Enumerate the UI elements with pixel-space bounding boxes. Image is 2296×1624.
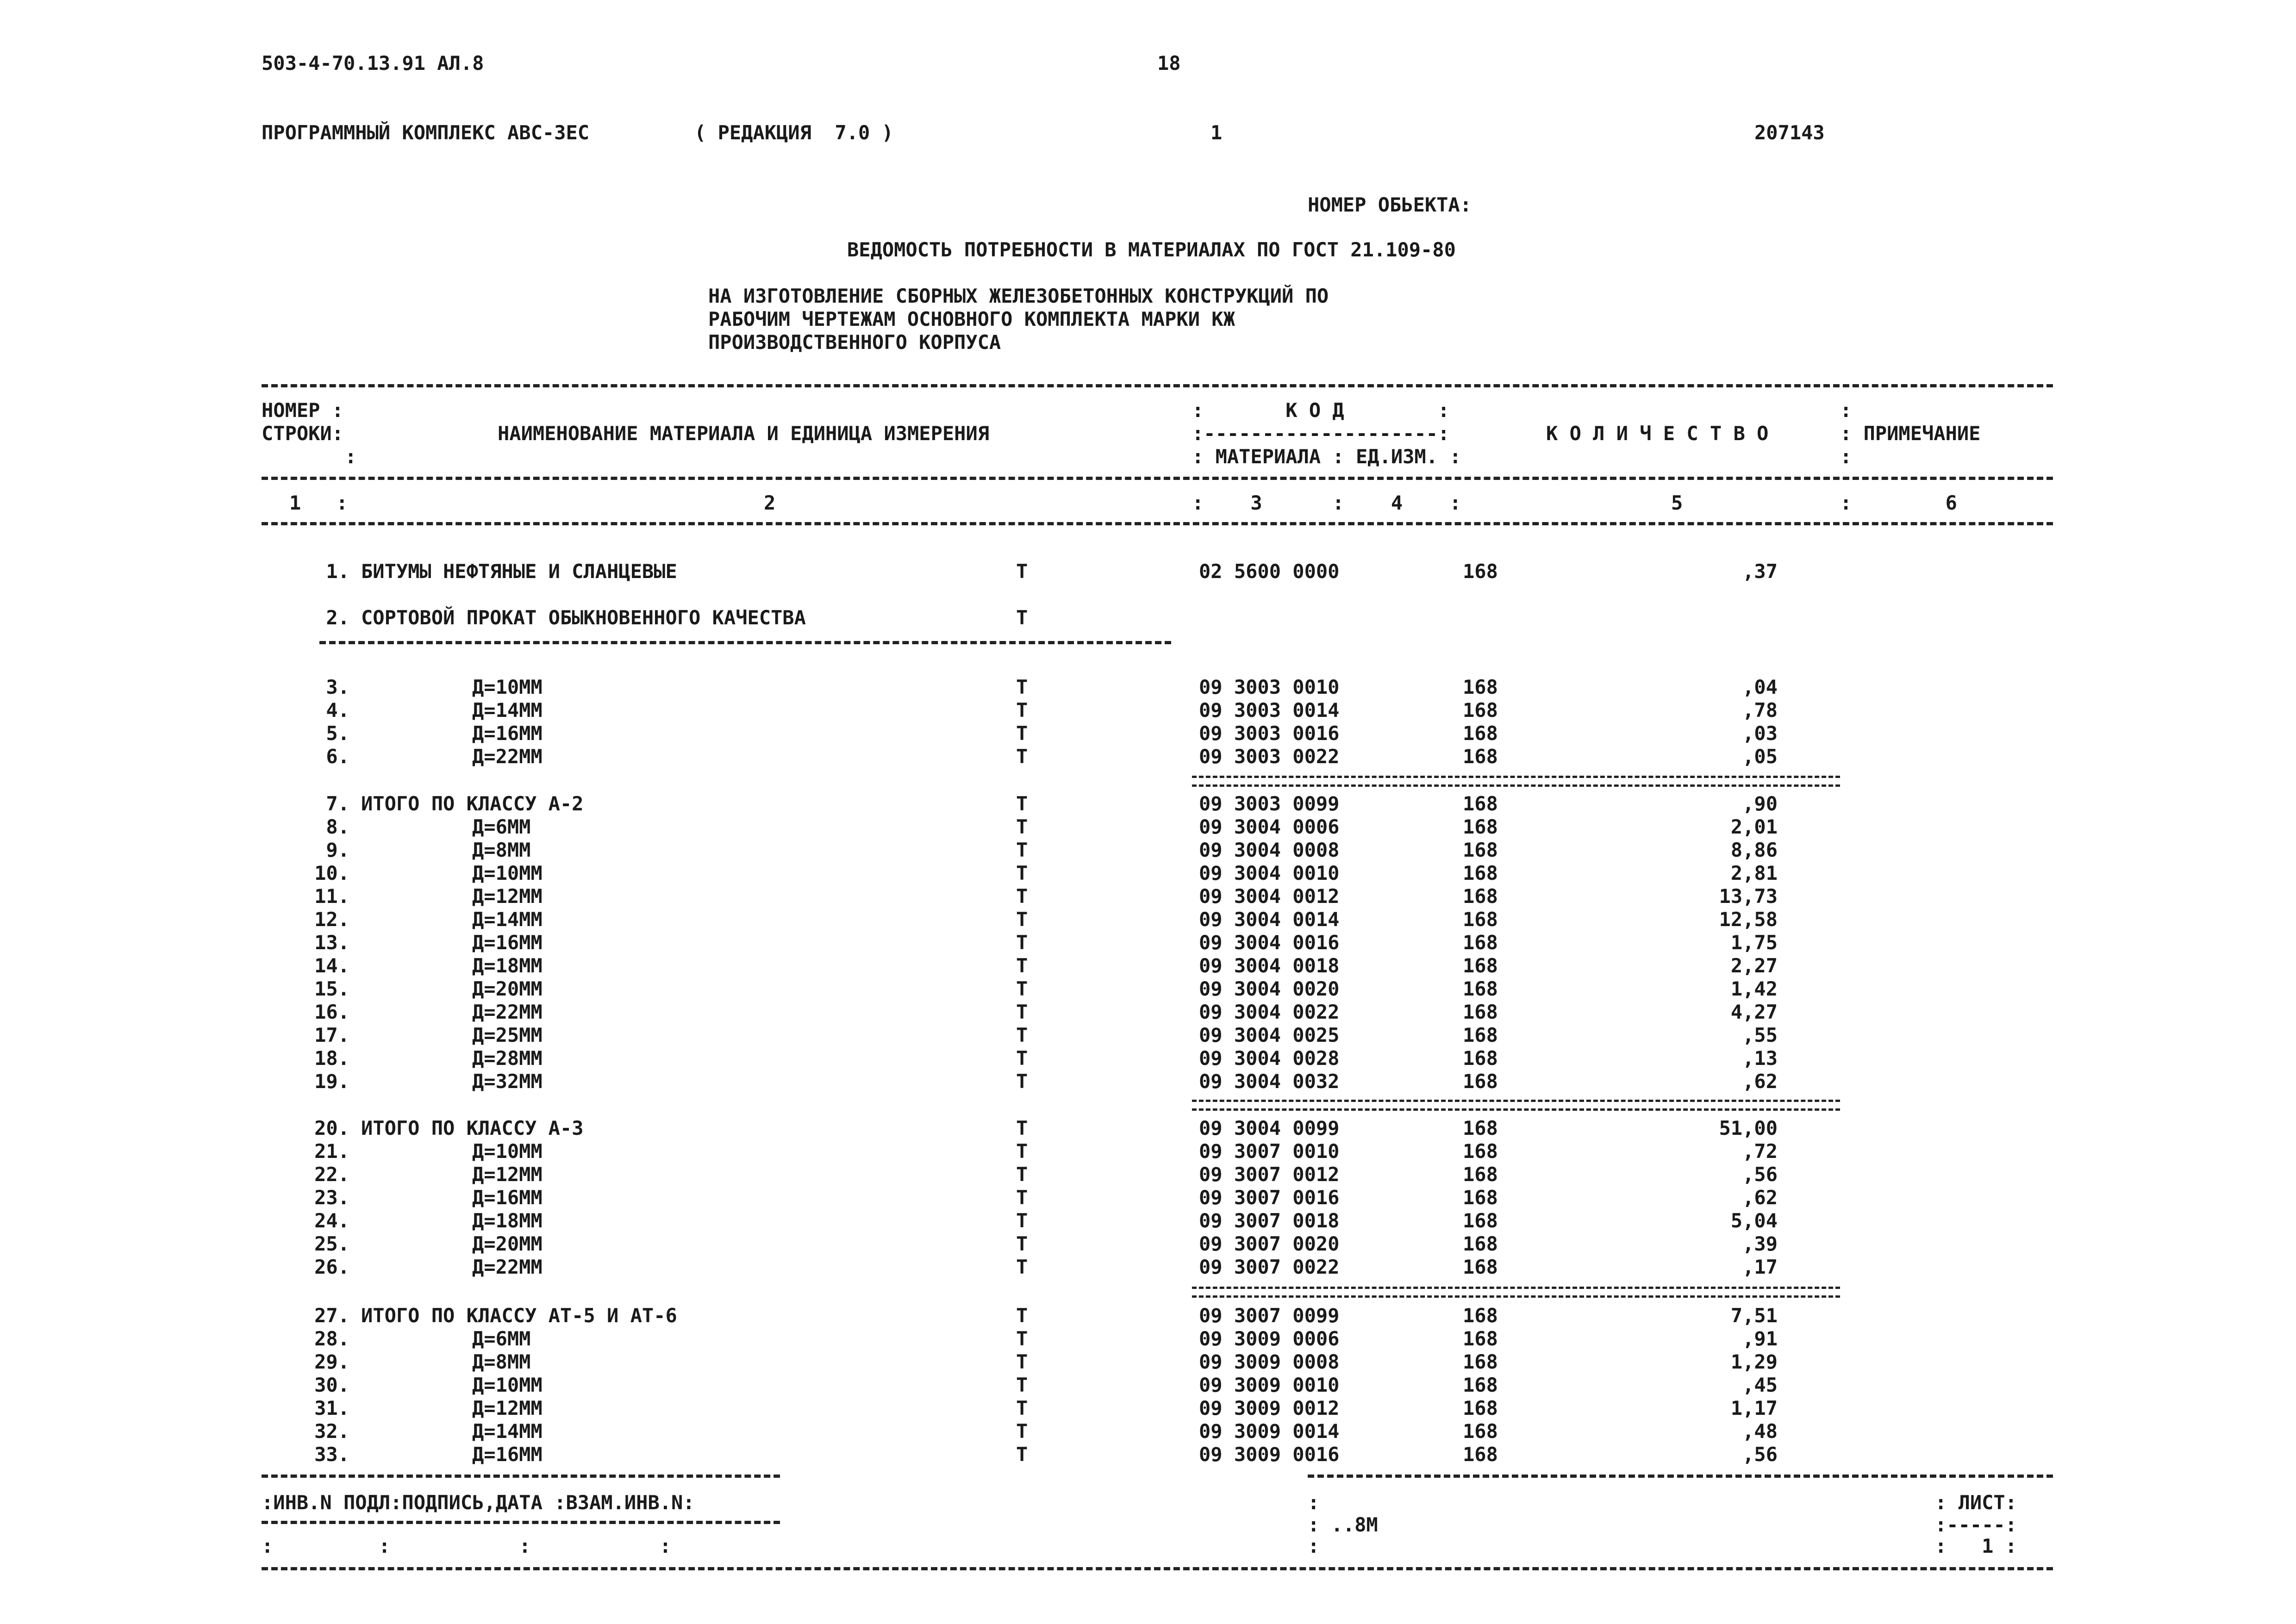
unit-code: 168 xyxy=(1463,1256,1498,1278)
stamp-mid-colon-top: : xyxy=(1308,1491,1320,1514)
diameter: Д=14ММ xyxy=(472,1420,543,1443)
table-row xyxy=(0,792,2296,815)
quantity: ,37 xyxy=(1742,560,1778,583)
document-title: ВЕДОМОСТЬ ПОТРЕБНОСТИ В МАТЕРИАЛАХ ПО ГОСТ 21.109-80 xyxy=(847,238,1456,261)
unit-code: 168 xyxy=(1463,954,1498,977)
row-number: 26. xyxy=(314,1256,349,1278)
row-number: 1. xyxy=(326,560,349,583)
sheet-label: : ЛИСТ: xyxy=(1935,1491,2017,1514)
quantity: ,62 xyxy=(1742,1070,1778,1093)
material-code: 09 3009 0016 xyxy=(1199,1443,1340,1466)
unit-code: 168 xyxy=(1463,1024,1498,1046)
quantity: ,90 xyxy=(1742,792,1778,815)
stamp-bottom-rule xyxy=(262,1567,2053,1570)
header-row-number-1: НОМЕР : xyxy=(262,399,344,422)
unit: Т xyxy=(1016,1001,1028,1023)
table-row xyxy=(0,1047,2296,1070)
row-number: 30. xyxy=(314,1374,349,1396)
row-number: 31. xyxy=(314,1397,349,1419)
table-row xyxy=(0,1117,2296,1140)
subtotal-rule xyxy=(1192,776,1840,787)
quantity: ,04 xyxy=(1742,676,1778,698)
material-code: 09 3007 0099 xyxy=(1199,1304,1340,1327)
unit-code: 168 xyxy=(1463,1350,1498,1373)
unit-code: 168 xyxy=(1463,931,1498,954)
unit: Т xyxy=(1016,862,1028,884)
row-number: 2. xyxy=(326,606,349,629)
table-row xyxy=(0,1070,2296,1093)
material-code: 09 3003 0022 xyxy=(1199,745,1340,768)
material-code: 09 3007 0018 xyxy=(1199,1209,1340,1232)
material-code: 09 3004 0006 xyxy=(1199,815,1340,838)
unit-code: 168 xyxy=(1463,1140,1498,1163)
document-id: 207143 xyxy=(1754,121,1825,144)
sheet-value: : 1 : xyxy=(1935,1535,2017,1557)
diameter: Д=22ММ xyxy=(472,745,543,768)
material-name: ИТОГО ПО КЛАССУ А-3 xyxy=(361,1117,584,1139)
diameter: Д=10ММ xyxy=(472,862,543,884)
material-code: 09 3007 0016 xyxy=(1199,1186,1340,1209)
stamp-mid-rule xyxy=(262,1521,780,1524)
quantity: ,45 xyxy=(1742,1374,1778,1396)
unit: Т xyxy=(1016,977,1028,1000)
stamp-top-rule xyxy=(262,1475,780,1478)
unit: Т xyxy=(1016,1024,1028,1046)
unit: Т xyxy=(1016,1350,1028,1373)
sheet-separator: :-----: xyxy=(1935,1513,2017,1536)
table-row xyxy=(0,1256,2296,1279)
material-code: 09 3004 0099 xyxy=(1199,1117,1340,1139)
header-rule xyxy=(262,477,2053,480)
row-number: 7. xyxy=(326,792,349,815)
document-code: 503-4-70.13.91 АЛ.8 xyxy=(262,52,484,75)
material-code: 09 3007 0010 xyxy=(1199,1140,1340,1163)
row-number: 5. xyxy=(326,722,349,745)
unit-code: 168 xyxy=(1463,1397,1498,1419)
diameter: Д=6ММ xyxy=(472,815,531,838)
unit-code: 168 xyxy=(1463,792,1498,815)
quantity: ,78 xyxy=(1742,699,1778,722)
unit: Т xyxy=(1016,1256,1028,1278)
stamp-labels: :ИНВ.N ПОДЛ:ПОДПИСЬ,ДАТА :ВЗАМ.ИНВ.N: xyxy=(262,1491,695,1514)
unit-code: 168 xyxy=(1463,815,1498,838)
diameter: Д=12ММ xyxy=(472,1397,543,1419)
unit: Т xyxy=(1016,815,1028,838)
row-number: 23. xyxy=(314,1186,349,1209)
unit: Т xyxy=(1016,1443,1028,1466)
quantity: ,55 xyxy=(1742,1024,1778,1046)
material-code: 09 3003 0016 xyxy=(1199,722,1340,745)
header-code-separator: :--------------------: xyxy=(1192,422,1450,445)
quantity: ,56 xyxy=(1742,1163,1778,1186)
table-top-rule xyxy=(262,384,2053,387)
unit-code: 168 xyxy=(1463,1232,1498,1255)
table-row xyxy=(0,885,2296,908)
row-number: 12. xyxy=(314,908,349,931)
diameter: Д=32ММ xyxy=(472,1070,543,1093)
material-code: 02 5600 0000 xyxy=(1199,560,1340,583)
material-code: 09 3003 0010 xyxy=(1199,676,1340,698)
table-row xyxy=(0,1186,2296,1209)
header-name: НАИМЕНОВАНИЕ МАТЕРИАЛА И ЕДИНИЦА ИЗМЕРЕНИЯ xyxy=(498,422,990,445)
unit-code: 168 xyxy=(1463,1047,1498,1070)
row-number: 27. xyxy=(314,1304,349,1327)
table-row xyxy=(0,815,2296,839)
quantity: 12,58 xyxy=(1719,908,1778,931)
row-number: 14. xyxy=(314,954,349,977)
row-number: 33. xyxy=(314,1443,349,1466)
unit-code: 168 xyxy=(1463,1209,1498,1232)
subtitle-line-1: НА ИЗГОТОВЛЕНИЕ СБОРНЫХ ЖЕЛЕЗОБЕТОННЫХ КОНСТРУКЦИЙ ПО xyxy=(708,285,1329,307)
diameter: Д=8ММ xyxy=(472,839,531,861)
subtotal-rule xyxy=(1192,1100,1840,1111)
table-row xyxy=(0,1304,2296,1327)
material-code: 09 3003 0099 xyxy=(1199,792,1340,815)
unit-code: 168 xyxy=(1463,1443,1498,1466)
quantity: ,48 xyxy=(1742,1420,1778,1443)
material-code: 09 3004 0025 xyxy=(1199,1024,1340,1046)
unit: Т xyxy=(1016,722,1028,745)
object-number-label: НОМЕР ОБЬЕКТА: xyxy=(1308,193,1472,216)
quantity: 2,01 xyxy=(1730,815,1778,838)
row-number: 17. xyxy=(314,1024,349,1046)
quantity: ,56 xyxy=(1742,1443,1778,1466)
diameter: Д=16ММ xyxy=(472,1443,543,1466)
page-number: 18 xyxy=(1157,52,1181,75)
column-number-6: : 6 xyxy=(1840,492,1957,514)
unit: Т xyxy=(1016,908,1028,931)
table-row xyxy=(0,1001,2296,1024)
diameter: Д=20ММ xyxy=(472,1232,543,1255)
table-row xyxy=(0,1140,2296,1163)
table-row xyxy=(0,1350,2296,1374)
unit: Т xyxy=(1016,1374,1028,1396)
unit-code: 168 xyxy=(1463,908,1498,931)
material-code: 09 3004 0010 xyxy=(1199,862,1340,884)
quantity: 5,04 xyxy=(1730,1209,1778,1232)
stamp-mid-colon-bottom: : xyxy=(1308,1535,1320,1557)
diameter: Д=16ММ xyxy=(472,722,543,745)
quantity: ,17 xyxy=(1742,1256,1778,1278)
unit: Т xyxy=(1016,1117,1028,1139)
quantity: 51,00 xyxy=(1719,1117,1778,1139)
unit: Т xyxy=(1016,1047,1028,1070)
quantity: 1,29 xyxy=(1730,1350,1778,1373)
header-code-subcolumns: : МАТЕРИАЛА : ЕД.ИЗМ. : xyxy=(1192,445,1461,468)
diameter: Д=16ММ xyxy=(472,931,543,954)
section-underline xyxy=(319,641,1171,644)
table-row xyxy=(0,699,2296,722)
unit: Т xyxy=(1016,1163,1028,1186)
table-row xyxy=(0,606,2296,629)
unit: Т xyxy=(1016,954,1028,977)
material-code: 09 3009 0006 xyxy=(1199,1327,1340,1350)
unit-code: 168 xyxy=(1463,862,1498,884)
quantity: 2,27 xyxy=(1730,954,1778,977)
unit-code: 168 xyxy=(1463,699,1498,722)
column-number-1: 1 : xyxy=(289,492,348,514)
header-note: : ПРИМЕЧАНИЕ xyxy=(1840,422,1981,445)
header-note-colon-3: : xyxy=(1840,445,1852,468)
material-code: 09 3004 0032 xyxy=(1199,1070,1340,1093)
material-name: ИТОГО ПО КЛАССУ А-2 xyxy=(361,792,584,815)
quantity: 13,73 xyxy=(1719,885,1778,908)
diameter: Д=8ММ xyxy=(472,1350,531,1373)
table-row xyxy=(0,1420,2296,1443)
row-number: 21. xyxy=(314,1140,349,1163)
stamp-cells: : : : : xyxy=(262,1535,672,1557)
unit-code: 168 xyxy=(1463,676,1498,698)
quantity: 1,17 xyxy=(1730,1397,1778,1419)
unit: Т xyxy=(1016,1070,1028,1093)
diameter: Д=12ММ xyxy=(472,1163,543,1186)
unit: Т xyxy=(1016,1397,1028,1419)
row-number: 18. xyxy=(314,1047,349,1070)
quantity: 7,51 xyxy=(1730,1304,1778,1327)
diameter: Д=25ММ xyxy=(472,1024,543,1046)
header-code: : К О Д : xyxy=(1192,399,1450,422)
row-number: 8. xyxy=(326,815,349,838)
row-number: 19. xyxy=(314,1070,349,1093)
row-number: 3. xyxy=(326,676,349,698)
unit: Т xyxy=(1016,839,1028,861)
unit-code: 168 xyxy=(1463,977,1498,1000)
unit-code: 168 xyxy=(1463,839,1498,861)
subtitle-line-3: ПРОИЗВОДСТВЕННОГО КОРПУСА xyxy=(708,331,1001,354)
unit: Т xyxy=(1016,1327,1028,1350)
diameter: Д=6ММ xyxy=(472,1327,531,1350)
unit-code: 168 xyxy=(1463,1327,1498,1350)
material-code: 09 3009 0014 xyxy=(1199,1420,1340,1443)
table-row xyxy=(0,1443,2296,1466)
table-row xyxy=(0,931,2296,954)
table-row xyxy=(0,1163,2296,1186)
unit: Т xyxy=(1016,676,1028,698)
material-code: 09 3007 0020 xyxy=(1199,1232,1340,1255)
header-row-number-3: : xyxy=(345,445,357,468)
row-number: 29. xyxy=(314,1350,349,1373)
diameter: Д=14ММ xyxy=(472,699,543,722)
subtitle-line-2: РАБОЧИМ ЧЕРТЕЖАМ ОСНОВНОГО КОМПЛЕКТА МАРКИ КЖ xyxy=(708,308,1235,330)
table-row xyxy=(0,676,2296,699)
unit: Т xyxy=(1016,931,1028,954)
unit: Т xyxy=(1016,606,1028,629)
diameter: Д=18ММ xyxy=(472,954,543,977)
subtotal-rule xyxy=(1192,1287,1840,1298)
diameter: Д=10ММ xyxy=(472,1374,543,1396)
material-code: 09 3004 0012 xyxy=(1199,885,1340,908)
row-number: 24. xyxy=(314,1209,349,1232)
unit: Т xyxy=(1016,1186,1028,1209)
stamp-mid-text: : ..8М xyxy=(1308,1513,1378,1536)
row-number: 6. xyxy=(326,745,349,768)
row-number: 32. xyxy=(314,1420,349,1443)
diameter: Д=18ММ xyxy=(472,1209,543,1232)
diameter: Д=12ММ xyxy=(472,885,543,908)
material-code: 09 3004 0020 xyxy=(1199,977,1340,1000)
material-code: 09 3003 0014 xyxy=(1199,699,1340,722)
header-quantity: К О Л И Ч Е С Т В О xyxy=(1546,422,1769,445)
diameter: Д=16ММ xyxy=(472,1186,543,1209)
quantity: ,13 xyxy=(1742,1047,1778,1070)
program-edition: ( РЕДАКЦИЯ 7.0 ) xyxy=(694,121,893,144)
row-number: 22. xyxy=(314,1163,349,1186)
row-number: 20. xyxy=(314,1117,349,1139)
unit-code: 168 xyxy=(1463,722,1498,745)
table-row xyxy=(0,722,2296,745)
sheet-index: 1 xyxy=(1210,121,1223,144)
material-code: 09 3004 0016 xyxy=(1199,931,1340,954)
header-row-number-2: СТРОКИ: xyxy=(262,422,344,445)
quantity: ,03 xyxy=(1742,722,1778,745)
column-number-3-4: : 3 : 4 : xyxy=(1192,492,1461,514)
row-number: 4. xyxy=(326,699,349,722)
unit-code: 168 xyxy=(1463,1070,1498,1093)
unit: Т xyxy=(1016,1209,1028,1232)
unit: Т xyxy=(1016,1304,1028,1327)
unit: Т xyxy=(1016,792,1028,815)
unit: Т xyxy=(1016,745,1028,768)
unit-code: 168 xyxy=(1463,1420,1498,1443)
row-number: 16. xyxy=(314,1001,349,1023)
table-row xyxy=(0,1209,2296,1232)
diameter: Д=22ММ xyxy=(472,1256,543,1278)
material-code: 09 3009 0008 xyxy=(1199,1350,1340,1373)
stamp-top-rule xyxy=(1308,1475,2053,1478)
material-code: 09 3007 0022 xyxy=(1199,1256,1340,1278)
unit-code: 168 xyxy=(1463,745,1498,768)
material-name: ИТОГО ПО КЛАССУ АТ-5 И АТ-6 xyxy=(361,1304,677,1327)
material-code: 09 3004 0022 xyxy=(1199,1001,1340,1023)
material-code: 09 3004 0008 xyxy=(1199,839,1340,861)
table-row xyxy=(0,862,2296,885)
unit-code: 168 xyxy=(1463,1304,1498,1327)
table-row xyxy=(0,954,2296,977)
row-number: 15. xyxy=(314,977,349,1000)
column-number-2: 2 xyxy=(764,492,776,514)
quantity: 2,81 xyxy=(1730,862,1778,884)
unit-code: 168 xyxy=(1463,1001,1498,1023)
unit-code: 168 xyxy=(1463,1186,1498,1209)
unit: Т xyxy=(1016,560,1028,583)
unit: Т xyxy=(1016,1420,1028,1443)
row-number: 9. xyxy=(326,839,349,861)
diameter: Д=22ММ xyxy=(472,1001,543,1023)
unit-code: 168 xyxy=(1463,885,1498,908)
row-number: 11. xyxy=(314,885,349,908)
table-row xyxy=(0,977,2296,1001)
quantity: 1,75 xyxy=(1730,931,1778,954)
table-row xyxy=(0,839,2296,862)
material-code: 09 3004 0018 xyxy=(1199,954,1340,977)
quantity: ,72 xyxy=(1742,1140,1778,1163)
column-number-rule xyxy=(262,522,2053,525)
unit: Т xyxy=(1016,885,1028,908)
diameter: Д=10ММ xyxy=(472,1140,543,1163)
material-name: БИТУМЫ НЕФТЯНЫЕ И СЛАНЦЕВЫЕ xyxy=(361,560,677,583)
table-row xyxy=(0,1327,2296,1350)
material-code: 09 3004 0028 xyxy=(1199,1047,1340,1070)
material-code: 09 3009 0010 xyxy=(1199,1374,1340,1396)
material-code: 09 3007 0012 xyxy=(1199,1163,1340,1186)
unit: Т xyxy=(1016,699,1028,722)
material-code: 09 3004 0014 xyxy=(1199,908,1340,931)
diameter: Д=10ММ xyxy=(472,676,543,698)
quantity: 8,86 xyxy=(1730,839,1778,861)
table-row xyxy=(0,1024,2296,1047)
table-row xyxy=(0,1374,2296,1397)
diameter: Д=28ММ xyxy=(472,1047,543,1070)
quantity: 1,42 xyxy=(1730,977,1778,1000)
quantity: ,39 xyxy=(1742,1232,1778,1255)
diameter: Д=14ММ xyxy=(472,908,543,931)
unit-code: 168 xyxy=(1463,1117,1498,1139)
unit: Т xyxy=(1016,1232,1028,1255)
diameter: Д=20ММ xyxy=(472,977,543,1000)
quantity: 4,27 xyxy=(1730,1001,1778,1023)
quantity: ,91 xyxy=(1742,1327,1778,1350)
column-number-5: 5 xyxy=(1671,492,1683,514)
quantity: ,62 xyxy=(1742,1186,1778,1209)
material-name: СОРТОВОЙ ПРОКАТ ОБЫКНОВЕННОГО КАЧЕСТВА xyxy=(361,606,806,629)
table-row xyxy=(0,1397,2296,1420)
row-number: 28. xyxy=(314,1327,349,1350)
program-name: ПРОГРАММНЫЙ КОМПЛЕКС АВС-3ЕС xyxy=(262,121,590,144)
unit-code: 168 xyxy=(1463,1163,1498,1186)
table-row xyxy=(0,560,2296,583)
header-note-colon-1: : xyxy=(1840,399,1852,422)
unit-code: 168 xyxy=(1463,1374,1498,1396)
unit-code: 168 xyxy=(1463,560,1498,583)
unit: Т xyxy=(1016,1140,1028,1163)
material-code: 09 3009 0012 xyxy=(1199,1397,1340,1419)
row-number: 13. xyxy=(314,931,349,954)
row-number: 25. xyxy=(314,1232,349,1255)
row-number: 10. xyxy=(314,862,349,884)
table-row xyxy=(0,745,2296,768)
table-row xyxy=(0,1232,2296,1256)
quantity: ,05 xyxy=(1742,745,1778,768)
table-row xyxy=(0,908,2296,931)
